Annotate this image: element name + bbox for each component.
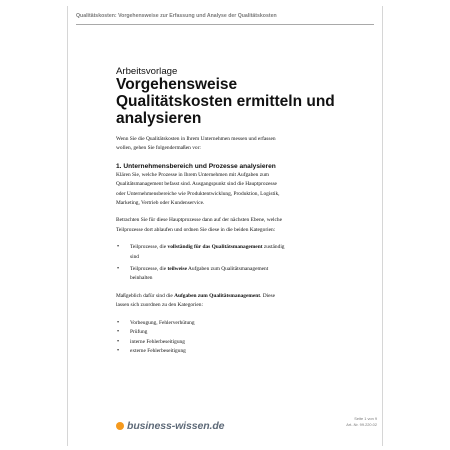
paragraph-line: Teilprozesse dort ablaufen und ordnen Sie diese in die beiden Kategorien: [116, 226, 276, 233]
title-line: Vorgehensweise [116, 76, 238, 93]
intro-line: wollen, gehen Sie folgendermaßen vor: [116, 145, 201, 152]
logo-dot-icon [116, 422, 124, 430]
document-body [116, 135, 326, 356]
title-line: analysieren [116, 110, 202, 127]
title-line: Qualitätskosten ermitteln und [116, 93, 335, 110]
business-wissen-logo [116, 420, 224, 432]
paragraph-line: Betrachten Sie für diese Hauptprozesse dann auf der nächsten Ebene, welche [116, 217, 282, 224]
category-item: • Vorbeugung, Fehlerverhütung [116, 319, 326, 328]
document-page [67, 6, 383, 446]
running-header: Qualitätskosten: Vorgehensweise zur Erfassung und Analyse der Qualitätskosten [76, 13, 277, 19]
header-divider [76, 24, 374, 25]
document-kicker: Arbeitsvorlage [116, 66, 178, 77]
bullet-item: • Teilprozesse, die vollständig für das Qualitätsmanagement zuständig [116, 243, 326, 252]
paragraph-line: Maßgeblich dafür sind die Aufgaben zum Qualitätsmanagement. Diese [116, 292, 276, 299]
section-heading: 1. Unternehmensbereich und Prozesse analysieren [116, 162, 276, 170]
document-title [116, 76, 335, 127]
intro-line: Wenn Sie die Qualitätskosten in Ihrem Unternehmen messen und erfassen [116, 136, 276, 142]
page-number: Seite 1 von 9 [354, 416, 377, 421]
category-item: • externe Fehlerbeseitigung [116, 347, 326, 356]
article-number: Art.-Nr. 99.220.02 [346, 422, 377, 427]
logo-text: business-wissen.de [127, 420, 225, 432]
paragraph-line: oder Unternehmensbereiche wie Produktentwicklung, Produktion, Logistik, [116, 190, 280, 197]
paragraph-line: lassen sich zuordnen zu den Kategorien: [116, 302, 203, 309]
category-item: • Prüfung [116, 328, 326, 337]
paragraph-line: Klären Sie, welche Prozesse in Ihrem Unternehmen mit Aufgaben zum [116, 171, 269, 178]
paragraph-line: Marketing, Vertrieb oder Kundenservice. [116, 200, 205, 207]
bullet-item: • Teilprozesse, die teilweise Aufgaben zum Qualitätsmanagement [116, 265, 326, 274]
bullet-item-continuation: beinhalten [130, 275, 153, 282]
bullet-item-continuation: sind [130, 253, 139, 260]
paragraph-line: Qualitätsmanagement befasst sind. Ausgangspunkt sind die Hauptprozesse [116, 181, 277, 188]
page-footer-info [346, 416, 377, 428]
category-item: • interne Fehlerbeseitigung [116, 338, 326, 347]
